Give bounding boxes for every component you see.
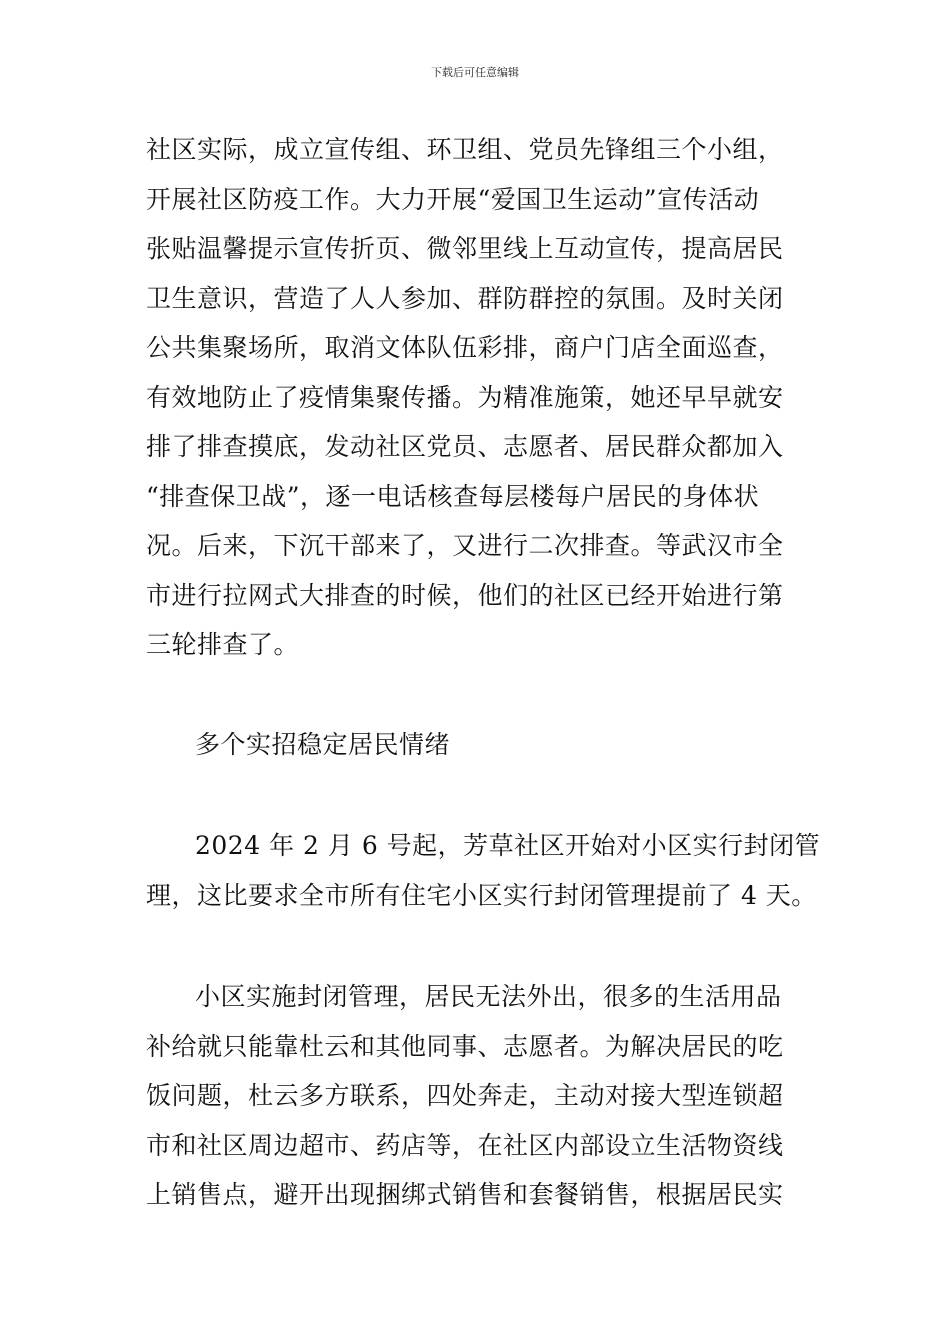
page-header: 下载后可任意编辑 bbox=[431, 66, 519, 79]
text-line: 张贴温馨提示宣传折页、微邻里线上互动宣传，提高居民 bbox=[146, 234, 784, 263]
text-line: 有效地防止了疫情集聚传播。为精准施策，她还早早就安 bbox=[146, 383, 784, 412]
text-line: 上销售点，避开出现捆绑式销售和套餐销售，根据居民实 bbox=[146, 1180, 784, 1209]
text-line: 饭问题，杜云多方联系，四处奔走，主动对接大型连锁超 bbox=[146, 1081, 784, 1110]
text-line: 小区实施封闭管理，居民无法外出，很多的生活用品 bbox=[195, 982, 782, 1011]
text-line: 社区实际，成立宣传组、环卫组、党员先锋组三个小组， bbox=[146, 135, 784, 164]
text-line: “排查保卫战”，逐一电话核查每层楼每户居民的身体状 bbox=[146, 482, 760, 511]
heading-text: 多个实招稳定居民情绪 bbox=[195, 730, 451, 759]
text-line: 市和社区周边超市、药店等，在社区内部设立生活物资线 bbox=[146, 1131, 784, 1160]
text-line: 卫生意识，营造了人人参加、群防群控的氛围。及时关闭 bbox=[146, 284, 784, 313]
text-line: 理，这比要求全市所有住宅小区实行封闭管理提前了 4 天。 bbox=[146, 881, 817, 910]
text-line: 况。后来，下沉干部来了，又进行二次排查。等武汉市全 bbox=[146, 531, 784, 560]
text-line: 开展社区防疫工作。大力开展“爱国卫生运动”宣传活动 bbox=[146, 185, 760, 214]
text-line: 2024 年 2 月 6 号起，芳草社区开始对小区实行封闭管 bbox=[195, 831, 821, 860]
text-line: 三轮排查了。 bbox=[146, 630, 300, 659]
text-line: 补给就只能靠杜云和其他同事、志愿者。为解决居民的吃 bbox=[146, 1032, 784, 1061]
text-line: 公共集聚场所，取消文体队伍彩排，商户门店全面巡查， bbox=[146, 333, 784, 362]
text-line: 市进行拉网式大排查的时候，他们的社区已经开始进行第 bbox=[146, 581, 784, 610]
text-line: 排了排查摸底，发动社区党员、志愿者、居民群众都加入 bbox=[146, 432, 784, 461]
